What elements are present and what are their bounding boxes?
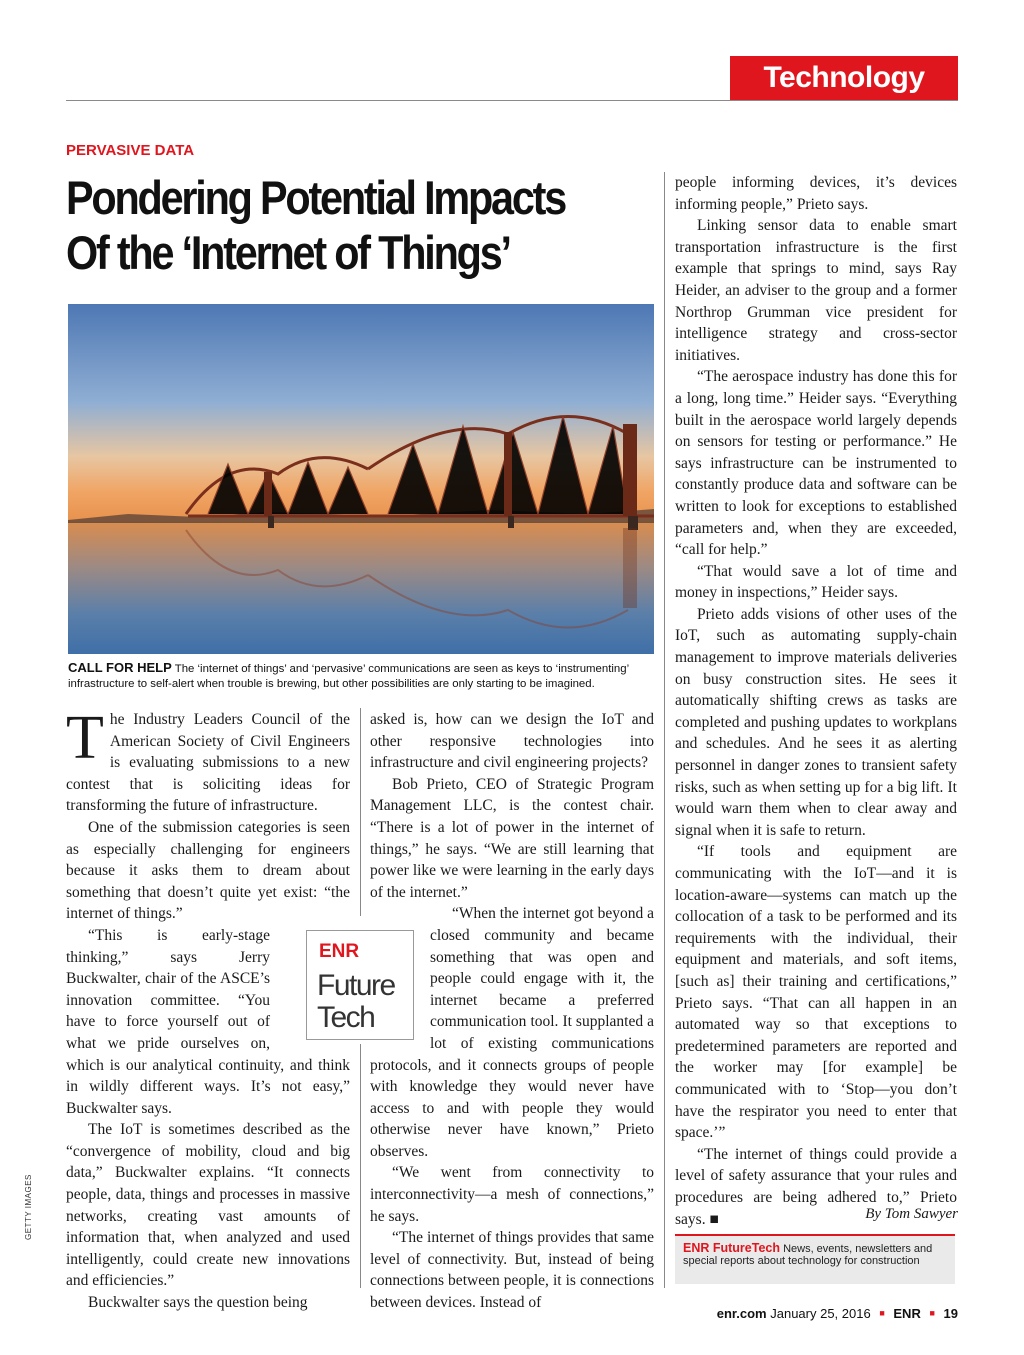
footer-site[interactable]: enr.com [716,1306,767,1321]
paragraph: The Industry Leaders Council of the American Society of Civil Engineers is evaluating submissions to a new contest that is soliciting ideas for transforming the future of infrastructure. [66,704,350,815]
column-rule [360,1044,361,1288]
futuretech-promo[interactable] [675,1234,955,1284]
paragraph: asked is, how can we design the IoT and other responsive technologies into infrastructure and civil engineering projects? [370,711,654,772]
footer-brand: ENR [893,1306,921,1321]
paragraph: Buckwalter says the question being [88,1294,308,1312]
byline: By Tom Sawyer [865,1206,958,1222]
headline: Pondering Potential Impacts Of the ‘Internet of Things’ [66,171,566,279]
photo-caption [68,660,658,692]
page-number: 19 [943,1306,958,1321]
column-3 [675,172,957,1230]
section-tab: Technology [730,56,958,100]
paragraph: “The aerospace industry has done this for a long, long time.” Heider says. “Everything built in the aerospace world largely depends on sensors for testing or performance.” He says infrastructure can be instrumented to constantly produce data and software can be written to look for exceptions to established parameters and, when they are exceeded, “call for help.” [675,368,957,559]
enr-logo-text: ENR [319,941,360,962]
promo-title: ENR FutureTech [683,1241,780,1255]
paragraph: “The internet of things provides that same level of connectivity. But, instead of being connections between people, it is connections between devices. Instead of [370,1229,654,1312]
paragraph: One of the submission categories is seen as especially challenging for engineers because it asks them to dream about something that doesn’t quite yet exist: “the internet of things.” [66,818,350,923]
drop-cap: T [66,704,104,772]
paragraph: Bob Prieto, CEO of Strategic Program Management LLC, is the contest chair. “There is a lot of power in the internet of things,” he says. “We are still learning that power like we were learning in the early days of the internet.” [370,775,654,901]
caption-text: The ‘internet of things’ and ‘pervasive’ communications are seen as keys to ‘instrumenting’ infrastructure to self-alert when trouble is brewing, but other possibilities are only starting to be imagined. [68,663,629,690]
header-rule [66,100,958,101]
footer-date: January 25, 2016 [770,1306,871,1321]
kicker: PERVASIVE DATA [66,142,195,159]
paragraph: “The internet of things could provide a level of safety assurance that your rules and procedures are being adhered to,” Prieto says. ■ [675,1145,957,1228]
paragraph: “We went from connectivity to interconnectivity—a mesh of connections,” he says. [370,1164,654,1225]
bridge-photo [68,304,654,654]
separator-square-icon: ■ [879,1308,885,1318]
paragraph: The IoT is sometimes described as the “convergence of mobility, cloud and big data,” Buckwalter explains. “It connects people, data, things and processes in massive networks, creating vast amounts of information that, when analyzed and used intelligently, could create new innovations and efficiencies.” [66,1121,350,1290]
separator-square-icon: ■ [929,1308,935,1318]
paragraph: “If tools and equipment are communicating with the IoT—and it is location-aware—systems can match up the collocation of a task to be performed and its requirements with the individual, their equipment and materials, and soft items, [such as] their training and certifications,” Prieto says. “That can all happen in an automated way so that exceptions to predetermined parameters are reported and the worker may [for example] be communicated with to ‘Stop—you don’t have the respirator you need to enter that space.’” [675,843,957,1142]
paragraph: “This is early-stage thinking,” says Jerry Buckwalter, chair of the ASCE’s innovation committee. “You have to force yourself out of what we pride ourselves on, which is our analytical continuity, and think in wildly different ways. It’s not easy,” Buckwalter says. [66,926,350,1117]
futuretech-logo [306,930,414,1040]
logo-word-tech: Tech [317,1001,375,1034]
paragraph: people informing devices, it’s devices informing people,” Prieto says. [675,174,957,213]
column-rule [664,172,665,1288]
logo-word-future: Future [317,969,395,1002]
paragraph: “When the internet got beyond a closed community and became something that was open and people could engage with it, the internet became a preferred communication tool. It supplanted a lot of existing communications protocols, and it connects groups of people with knowledge they would never have access to and with people they would otherwise never have known,” Prieto observes. [370,905,654,1160]
column-rule [360,708,361,916]
caption-lead: CALL FOR HELP [68,660,172,675]
promo-text: News, events, newsletters and special reports about technology for construction [683,1243,933,1267]
paragraph: “That would save a lot of time and money in inspections,” Heider says. [675,562,957,602]
paragraph: Linking sensor data to enable smart transportation infrastructure is the first example that springs to mind, says Ray Heider, an adviser to the group and a former Northrop Grumman vice president for intelligence strategy and cross-sector initiatives. [675,217,957,364]
page-footer [717,1306,958,1321]
paragraph: Prieto adds visions of other uses of the IoT, such as automating supply-chain management to improve materials deliveries on busy construction sites. He sees it automatically shifting crews as tasks are completed and pushing updates to workplans and schedules. And he sees it as alerting personnel in danger zones to transient safety risks, such as when setting up for a big lift. It would warn them when to clear away and signal when it is safe to return. [675,605,957,839]
photo-credit: GETTY IMAGES [24,1174,33,1240]
